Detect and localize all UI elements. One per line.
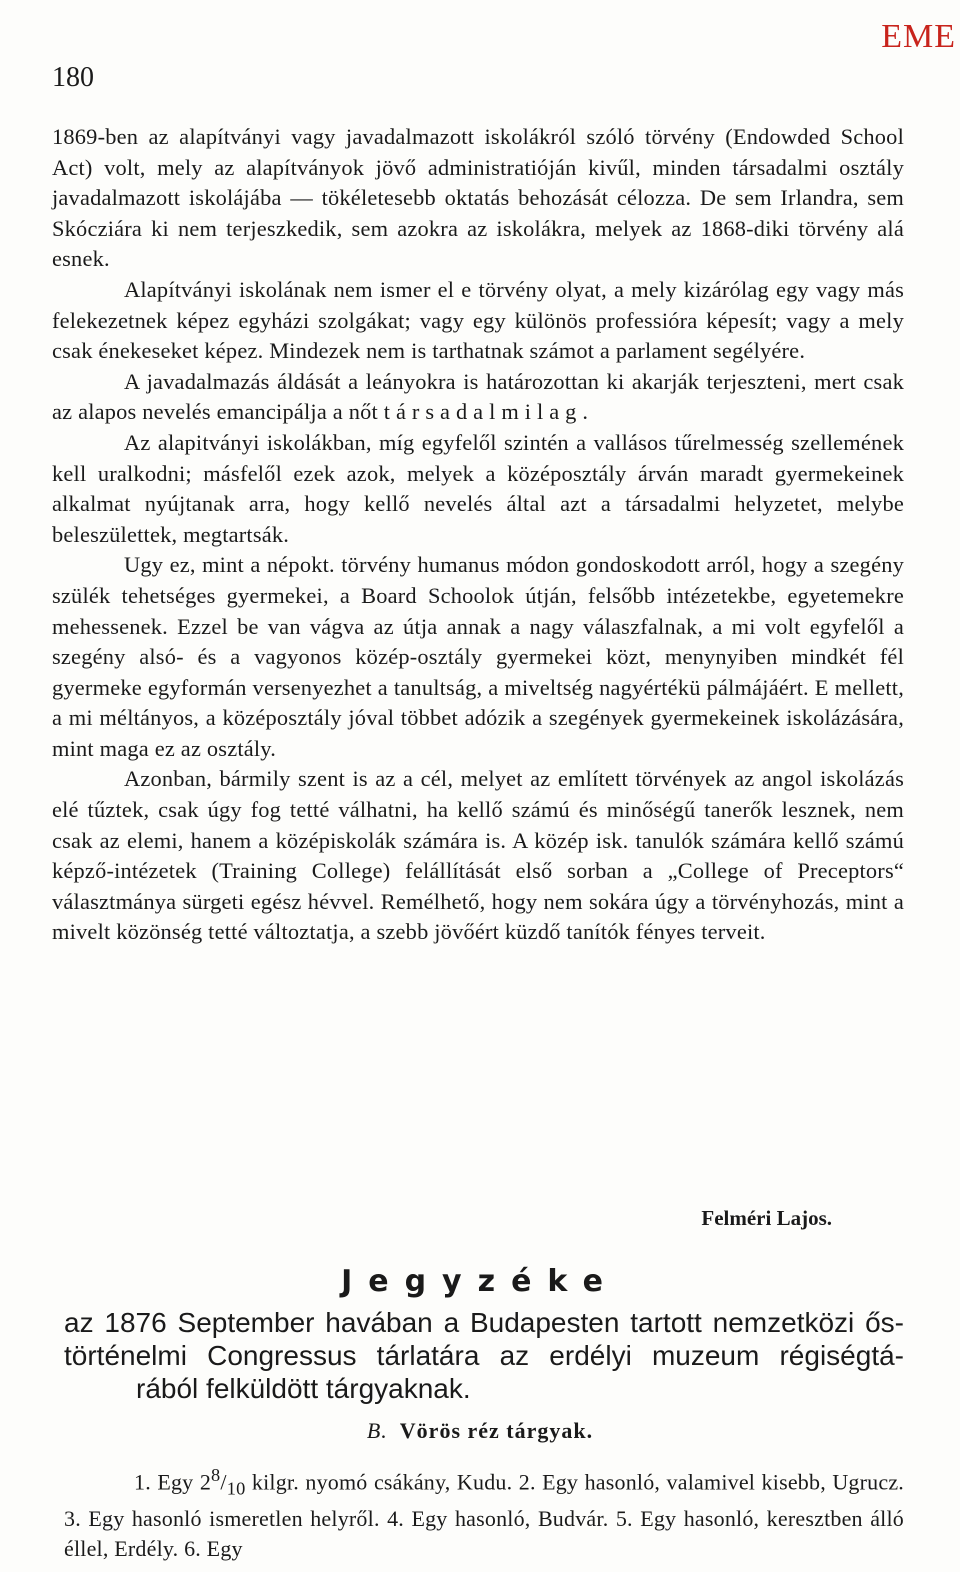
- author-signature: Felméri Lajos.: [701, 1206, 832, 1230]
- fraction-slash: /: [220, 1469, 227, 1495]
- items-text-start: 1. Egy 2: [134, 1469, 212, 1495]
- items-text-rest: kilgr. nyomó csákány, Kudu. 2. Egy hasonló, valamivel kisebb, Ugrucz. 3. Egy hasonló ismeretlen helyről. 4. Egy hasonló, Budvár. 5. Egy hasonló, keresztben álló éllel, Erdély. 6. Egy: [64, 1469, 904, 1561]
- items-paragraph: [64, 1460, 904, 1564]
- paragraph-4: Az alapitványi iskolákban, míg egyfelől szintén a vallásos tűrelmesség szellemének kell uralkodni; másfelől ezek azok, melyek a középosztály árván maradt gyermekeinek alkalmat nyújtanak arra, hogy kellő nevelés által azt a társadalmi helyzetet, melybe beleszülettek, megtartsák.: [52, 429, 904, 547]
- paragraph-6: Azonban, bármily szent is az a cél, melyet az említett törvények az angol iskolázás elé tűztek, csak úgy fog tetté válhatni, ha kellő számú és minőségű tanerők lesznek, nem csak az elemi, hanem a középiskolák számára is. A közép isk. tanulók számára kellő számú képző-intézetek (Training College) felállítását első sorban a „College of Preceptors“ választmánya sürgeti egész hévvel. Remélhető, hogy nem sokára úgy a törvényhozás, mint a mivelt közönség tetté változtatja, a szebb jövőért küzdő tanítók fényes terveit.: [52, 766, 904, 945]
- paragraph-3-text: A javadalmazás áldását a leányokra is határozottan ki akarják terjeszteni, mert csak az alapos nevelés emancipálja a nőt: [52, 368, 904, 425]
- paragraph-3: [52, 367, 904, 428]
- catalog-subtitle: [64, 1306, 904, 1405]
- catalog-heading: Jegyzéke: [341, 1264, 619, 1299]
- section-title: Vörös réz tárgyak.: [399, 1418, 594, 1443]
- paragraph-5: Ugy ez, mint a népokt. törvény humanus módon gondoskodott arról, hogy a szegény szülék tehetséges gyermekei, a Board Schoolok útján, felsőbb intézetekbe, egyetemekre mehessenek. Ezzel be van vágva az útja annak a nagy válaszfalnak, a mi volt egyfelől a szegény alsó- és a vagyonos közép-osztály gyermekei közt, menynyiben mindkét fél gyermeke egyformán versenyezhet a tanultság, a miveltség nagyértékü pálmájáért. E mellett, a mi méltányos, a középosztály jóval többet adózik a szegények gyermekeinek iskolázására, mint maga ez az osztály.: [52, 552, 904, 761]
- spaced-word: társadalmilag: [383, 399, 583, 425]
- article-body: [52, 122, 904, 948]
- catalog-items: [64, 1460, 904, 1564]
- section-heading: [0, 1418, 960, 1444]
- paragraph-2: Alapítványi iskolának nem ismer el e törvény olyat, a mely kizárólag egy vagy más felekezetnek képez egyházi szolgákat; vagy egy különös professióra képesít; vagy a mely csak énekeseket képez. Mindezek nem is tarthatnak számot a parlament segélyére.: [52, 276, 904, 364]
- subtitle-line-1: az 1876 September havában a Budapesten tartott nemzetközi ős-: [64, 1307, 904, 1338]
- fraction-denominator: 10: [226, 1478, 246, 1499]
- fraction-numerator: 8: [211, 1465, 221, 1485]
- section-letter: B.: [366, 1418, 388, 1443]
- subtitle-line-3: rából felküldött tárgyaknak.: [136, 1373, 471, 1404]
- page-number: 180: [52, 62, 94, 93]
- library-mark: EME: [881, 18, 956, 55]
- paragraph-3-end: .: [582, 399, 589, 425]
- paragraph-1: 1869-ben az alapítványi vagy javadalmazott iskolákról szóló törvény (Endowded School Act) volt, mely az alapítványok jövő administratióján kivűl, minden társadalmi osztály javadalmazott iskolájába — tökéletesebb oktatás behozását célozza. De sem Irlandra, sem Skócziára ki nem terjeszkedik, sem azokra az iskolákra, melyek az 1868-diki törvény alá esnek.: [52, 124, 904, 272]
- subtitle-line-2: történelmi Congressus tárlatára az erdélyi muzeum régiségtá-: [64, 1340, 904, 1371]
